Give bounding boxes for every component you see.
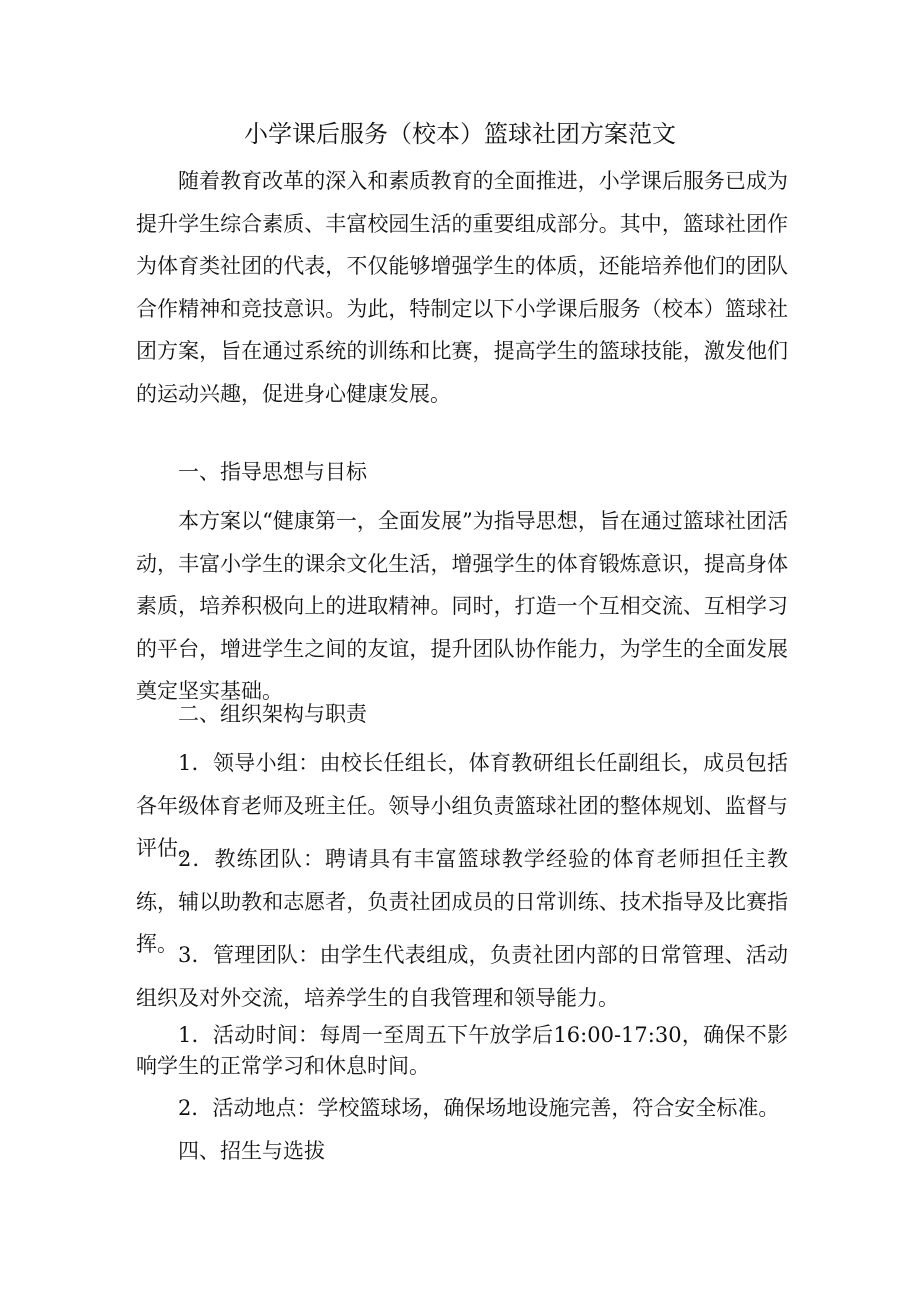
section2-item2: 2．教练团队：聘请具有丰富篮球教学经验的体育老师担任主教练，辅以助教和志愿者，负责社团成员的日常训练、技术指导及比赛指挥。 xyxy=(136,847,788,956)
section4-heading: 四、招生与选拔 xyxy=(178,1139,325,1163)
section2-item1: 1．领导小组：由校长任组长，体育教研组长任副组长，成员包括各年级体育老师及班主任。领导小组负责篮球社团的整体规划、监督与评估。 xyxy=(136,751,788,860)
section1-paragraph: 本方案以“健康第一，全面发展”为指导思想，旨在通过篮球社团活动，丰富小学生的课余文化生活，增强学生的体育锻炼意识，提高身体素质，培养积极向上的进取精神。同时，打造一个互相交流、互相学习的平台，增进学生之间的友谊，提升团队协作能力，为学生的全面发展奠定坚实基础。 xyxy=(136,509,788,703)
section3-item2: 2．活动地点：学校篮球场，确保场地设施完善，符合安全标准。 xyxy=(178,1096,780,1120)
document-title: 小学课后服务（校本）篮球社团方案范文 xyxy=(244,120,676,148)
section1-heading: 一、指导思想与目标 xyxy=(178,460,367,484)
section2-item3: 3．管理团队：由学生代表组成，负责社团内部的日常管理、活动组织及对外交流，培养学生的自我管理和领导能力。 xyxy=(136,943,788,1010)
section2-heading: 二、组织架构与职责 xyxy=(178,702,367,726)
section3-item1: 1．活动时间：每周一至周五下午放学后16:00-17:30，确保不影响学生的正常学习和休息时间。 xyxy=(136,1023,788,1078)
intro-paragraph: 随着教育改革的深入和素质教育的全面推进，小学课后服务已成为提升学生综合素质、丰富校园生活的重要组成部分。其中，篮球社团作为体育类社团的代表，不仅能够增强学生的体质，还能培养他们的团队合作精神和竞技意识。为此，特制定以下小学课后服务（校本）篮球社团方案，旨在通过系统的训练和比赛，提高学生的篮球技能，激发他们的运动兴趣，促进身心健康发展。 xyxy=(136,169,788,406)
